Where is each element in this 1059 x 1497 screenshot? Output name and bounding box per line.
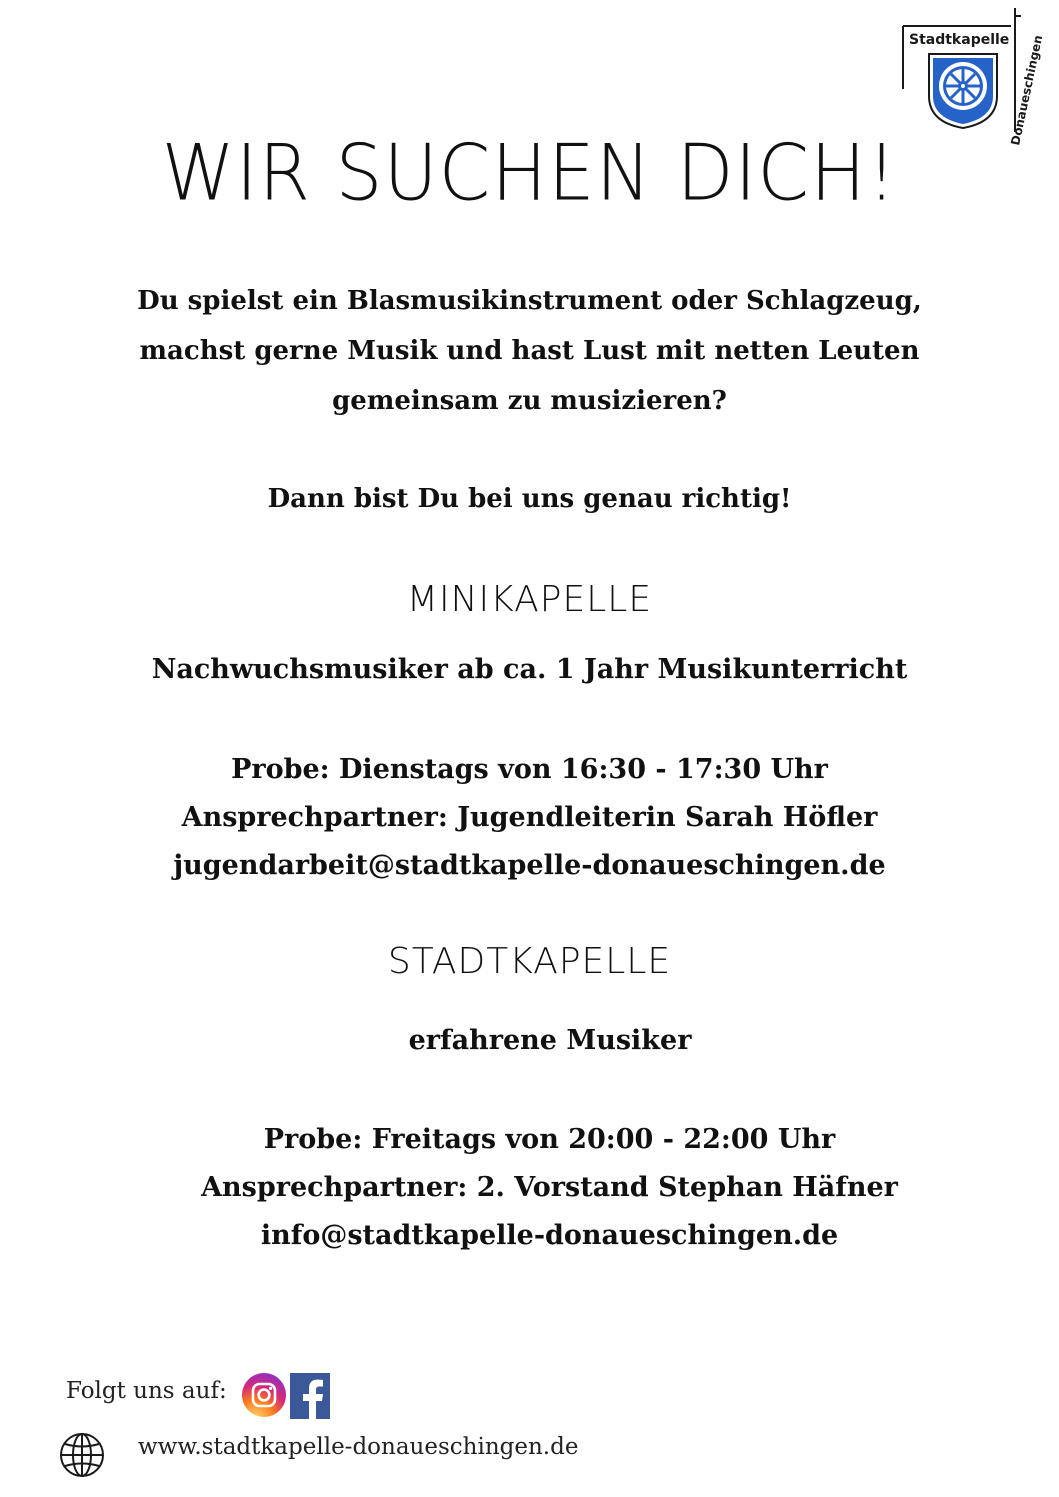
instagram-icon[interactable] [242,1373,286,1417]
minikapelle-contact: Ansprechpartner: Jugendleiterin Sarah Höfler [181,802,878,833]
stadtkapelle-rehearsal: Probe: Freitags von 20:00 - 22:00 Uhr [263,1124,836,1155]
logo-side-text: Donaueschingen [1008,33,1043,147]
stadtkapelle-title: STADTKAPELLE [387,941,672,982]
follow-label: Folgt uns auf: [66,1378,227,1404]
intro-call-to-action: Dann bist Du bei uns genau richtig! [267,484,792,514]
stadtkapelle-email[interactable]: info@stadtkapelle-donaueschingen.de [260,1220,839,1251]
facebook-icon[interactable] [290,1373,330,1419]
intro-line: gemeinsam zu musizieren? [332,386,727,416]
intro-line: machst gerne Musik und hast Lust mit netten Leuten [139,336,920,366]
minikapelle-description: Nachwuchsmusiker ab ca. 1 Jahr Musikunterricht [151,654,908,685]
intro-line: Du spielst ein Blasmusikinstrument oder Schlagzeug, [137,286,922,316]
minikapelle-title: MINIKAPELLE [406,579,653,620]
globe-icon [58,1431,106,1479]
website-link[interactable]: www.stadtkapelle-donaueschingen.de [138,1434,579,1460]
minikapelle-email[interactable]: jugendarbeit@stadtkapelle-donaueschingen.de [173,850,886,881]
minikapelle-rehearsal: Probe: Dienstags von 16:30 - 17:30 Uhr [231,754,828,785]
page-title: WIR SUCHEN DICH! [161,127,898,219]
stadtkapelle-description: erfahrene Musiker [408,1025,692,1056]
stadtkapelle-contact: Ansprechpartner: 2. Vorstand Stephan Häfner [201,1172,898,1203]
logo-top-text: Stadtkapelle [909,32,1010,48]
